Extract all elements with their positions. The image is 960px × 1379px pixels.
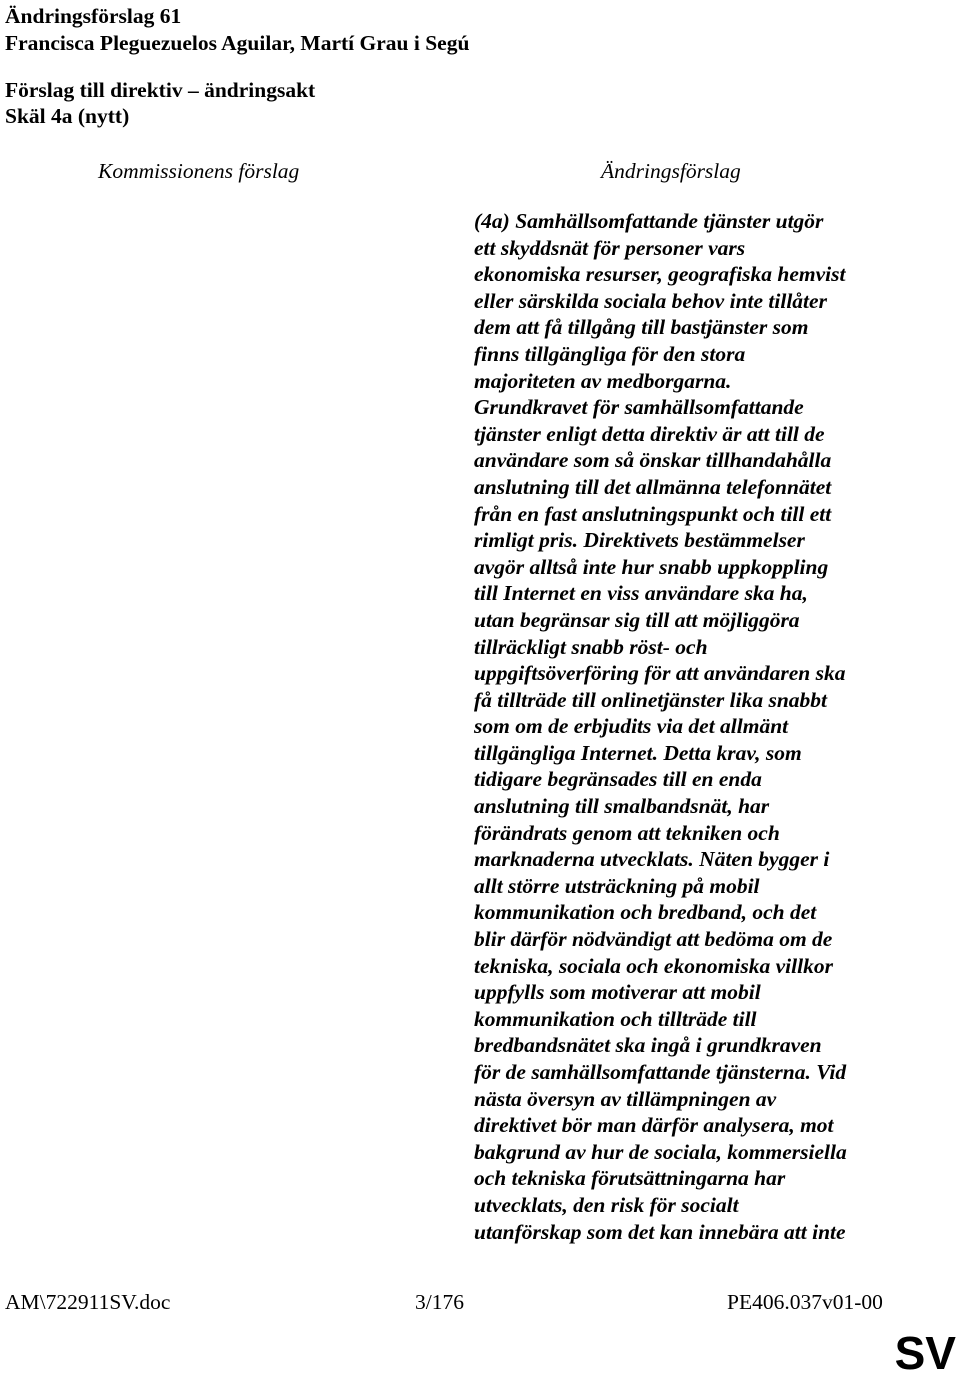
column-heading-amendment: Ändringsförslag — [601, 159, 741, 183]
amendment-line: utanförskap som det kan innebära att inte — [474, 1219, 846, 1244]
amendment-line: ett skyddsnät för personer vars — [474, 235, 746, 260]
amendment-line: kommunikation och tillträde till — [474, 1006, 757, 1031]
amendment-line: från en fast anslutningspunkt och till ett — [474, 501, 832, 526]
amendment-line: direktivet bör man därför analysera, mot — [474, 1113, 834, 1138]
amendment-line: och tekniska förutsättningarna har — [474, 1166, 786, 1191]
amendment-line: kommunikation och bredband, och det — [474, 900, 817, 925]
footer-pe-reference: PE406.037v01-00 — [727, 1290, 883, 1314]
proposal-title: Förslag till direktiv – ändringsakt — [5, 78, 316, 102]
amendment-number: Ändringsförslag 61 — [5, 4, 182, 28]
amendment-line: till Internet en viss användare ska ha, — [474, 581, 808, 606]
amendment-line: marknaderna utvecklats. Näten bygger i — [474, 847, 830, 872]
amendment-line: ekonomiska resurser, geografiska hemvist — [474, 262, 846, 287]
footer-document-reference: AM\722911SV.doc — [5, 1290, 171, 1314]
amendment-line: användare som så önskar tillhandahålla — [474, 448, 832, 473]
amendment-line: tillräckligt snabb röst- och — [474, 634, 708, 659]
amendment-line: få tillträde till onlinetjänster lika snabbt — [474, 687, 828, 712]
amendment-line: avgör alltså inte hur snabb uppkoppling — [474, 554, 829, 579]
amendment-line: eller särskilda sociala behov inte tillåter — [474, 288, 827, 313]
amendment-text — [474, 208, 960, 1245]
amendment-line: tillgängliga Internet. Detta krav, som — [474, 740, 802, 765]
language-code: SV — [894, 1327, 956, 1379]
amendment-line: finns tillgängliga för den stora — [474, 341, 746, 366]
recital-reference: Skäl 4a (nytt) — [5, 104, 130, 128]
amendment-line: nästa översyn av tillämpningen av — [474, 1086, 777, 1111]
amendment-line: bredbandsnätet ska ingå i grundkraven — [474, 1033, 822, 1058]
amendment-line: uppgiftsöverföring för att användaren ska — [474, 661, 846, 686]
amendment-line: bakgrund av hur de sociala, kommersiella — [474, 1139, 847, 1164]
amendment-line: tjänster enligt detta direktiv är att till de — [474, 421, 825, 446]
column-heading-commission: Kommissionens förslag — [98, 159, 300, 183]
amendment-line: dem att få tillgång till bastjänster som — [474, 315, 809, 340]
amendment-line: uppfylls som motiverar att mobil — [474, 980, 761, 1005]
amendment-line: utan begränsar sig till att möjliggöra — [474, 607, 800, 632]
amendment-line: som om de erbjudits via det allmänt — [474, 714, 789, 739]
amendment-line: allt större utsträckning på mobil — [474, 873, 760, 898]
amendment-line: Grundkravet för samhällsomfattande — [474, 395, 804, 420]
amendment-line: majoriteten av medborgarna. — [474, 368, 732, 393]
amendment-authors: Francisca Pleguezuelos Aguilar, Martí Grau i Segú — [5, 31, 470, 55]
amendment-line: utvecklats, den risk för socialt — [474, 1192, 739, 1217]
amendment-line: anslutning till det allmänna telefonnätet — [474, 474, 832, 499]
amendment-line: tidigare begränsades till en enda — [474, 767, 762, 792]
amendment-line: (4a) Samhällsomfattande tjänster utgör — [474, 209, 824, 233]
amendment-line: blir därför nödvändigt att bedöma om de — [474, 927, 833, 952]
footer-page-number: 3/176 — [415, 1290, 464, 1314]
amendment-line: tekniska, sociala och ekonomiska villkor — [474, 953, 833, 978]
amendment-line: för de samhällsomfattande tjänsterna. Vid — [474, 1060, 847, 1084]
amendment-line: förändrats genom att tekniken och — [474, 820, 780, 845]
amendment-line: rimligt pris. Direktivets bestämmelser — [474, 528, 805, 553]
amendment-line: anslutning till smalbandsnät, har — [474, 794, 770, 819]
